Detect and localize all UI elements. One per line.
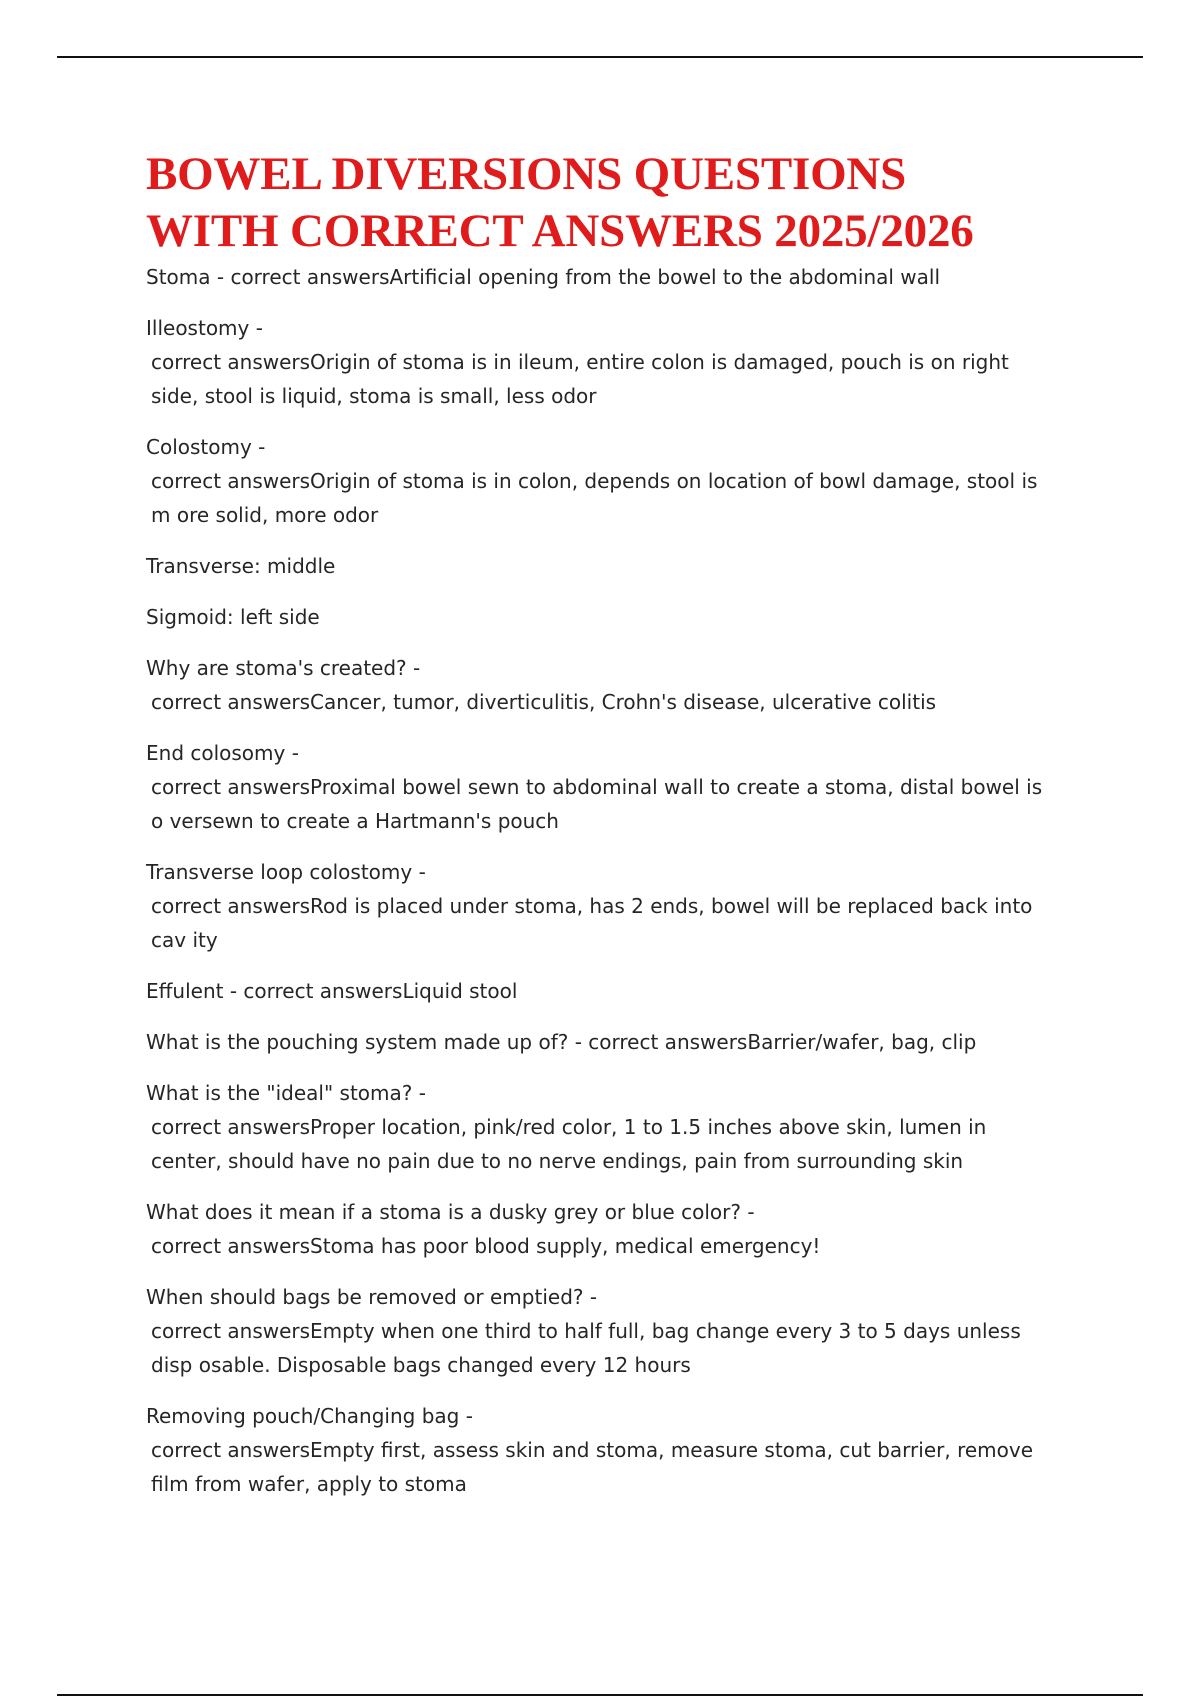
question-text: Removing pouch/Changing bag - [146,1404,473,1428]
answer-text: correct answersCancer, tumor, diverticulitis, Crohn's disease, ulcerative colitis [151,690,937,714]
title-line-2: WITH CORRECT ANSWERS 2025/2026 [146,205,974,257]
answer-text: correct answersEmpty when one third to half full, bag change every 3 to 5 days unless disp osable. Disposable bags changed every 12 hours [151,1319,1021,1377]
answer-text: Barrier/wafer, bag, clip [747,1030,977,1054]
question-text: What is the pouching system made up of? - correct answers [146,1030,748,1054]
qa-entry [146,260,1056,294]
qa-entry [146,1399,1056,1501]
top-divider [57,56,1143,58]
answer-text: correct answersStoma has poor blood supply, medical emergency! [151,1234,821,1258]
question-text: What is the "ideal" stoma? - [146,1081,426,1105]
note-text: Sigmoid: left side [146,605,320,629]
question-text: Colostomy - [146,435,266,459]
document-title [146,146,1056,260]
qa-entry [146,1025,1056,1059]
note-line [146,549,1056,583]
qa-entry [146,974,1056,1008]
question-text: Illeostomy - [146,316,263,340]
answer-text: correct answersRod is placed under stoma, has 2 ends, bowel will be replaced back into cav ity [151,894,1033,952]
note-text: Transverse: middle [146,554,336,578]
question-text: Transverse loop colostomy - [146,860,426,884]
question-text: Effulent - correct answers [146,979,403,1003]
qa-entry [146,430,1056,532]
question-text: Stoma - correct answers [146,265,390,289]
question-text: End colosomy - [146,741,299,765]
answer-text: Liquid stool [402,979,518,1003]
answer-text: correct answersOrigin of stoma is in colon, depends on location of bowl damage, stool is m ore solid, more odor [151,469,1038,527]
qa-entry [146,736,1056,838]
qa-entry [146,1076,1056,1178]
answer-text: correct answersProximal bowel sewn to abdominal wall to create a stoma, distal bowel is o versewn to create a Hartmann's pouch [151,775,1043,833]
qa-entry [146,651,1056,719]
answer-text: correct answersProper location, pink/red color, 1 to 1.5 inches above skin, lumen in center, should have no pain due to no nerve endings, pain from surrounding skin [151,1115,987,1173]
question-text: When should bags be removed or emptied? - [146,1285,598,1309]
answer-text: Artificial opening from the bowel to the abdominal wall [389,265,941,289]
document-body [146,146,1056,1518]
title-line-1: BOWEL DIVERSIONS QUESTIONS [146,148,907,200]
qa-entry [146,1195,1056,1263]
qa-entry [146,311,1056,413]
bottom-divider [57,1694,1143,1696]
answer-text: correct answersOrigin of stoma is in ileum, entire colon is damaged, pouch is on right side, stool is liquid, stoma is small, less odor [151,350,1009,408]
note-line [146,600,1056,634]
qa-entry [146,1280,1056,1382]
answer-text: correct answersEmpty first, assess skin and stoma, measure stoma, cut barrier, remove film from wafer, apply to stoma [151,1438,1034,1496]
qa-entry [146,855,1056,957]
question-text: What does it mean if a stoma is a dusky grey or blue color? - [146,1200,755,1224]
question-text: Why are stoma's created? - [146,656,421,680]
